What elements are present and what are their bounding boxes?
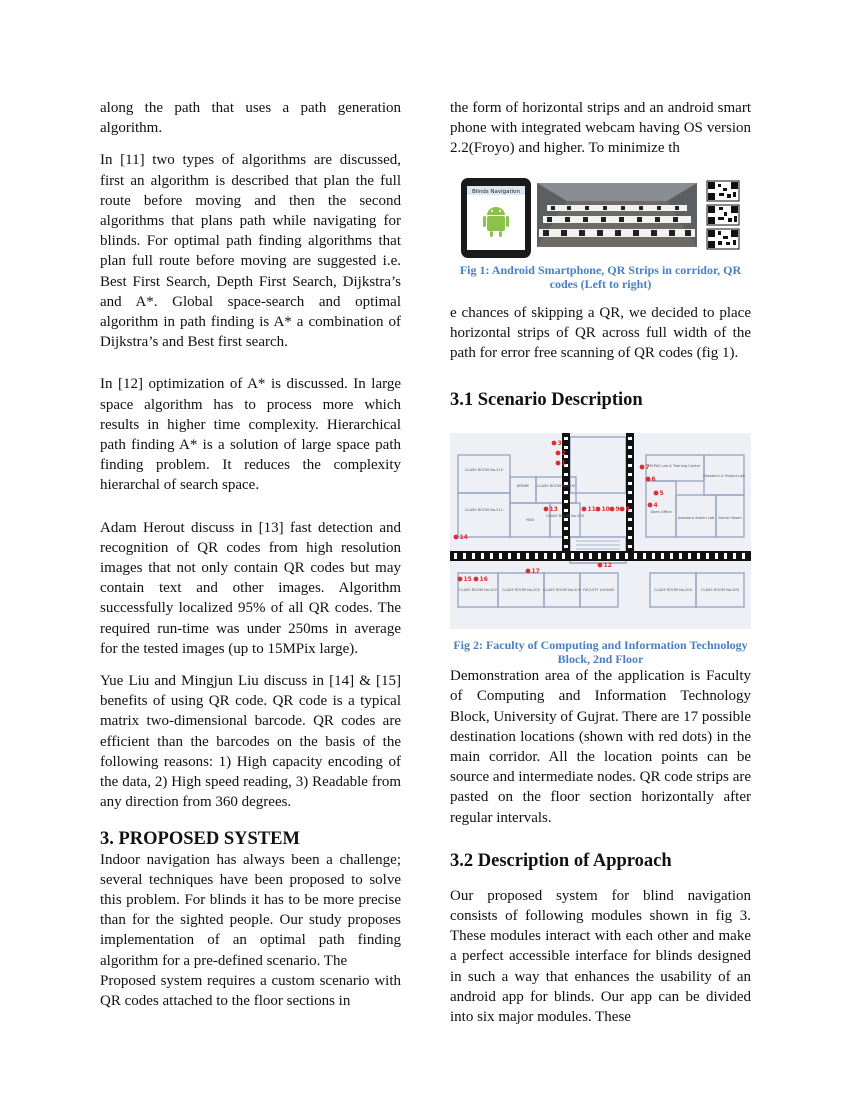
qr-strip	[564, 518, 568, 521]
destination-node-dot	[582, 507, 587, 512]
section-3-2-heading: 3.2 Description of Approach	[450, 850, 672, 871]
smartphone-image	[460, 177, 532, 259]
label-research-lab: Research & Project Lab	[703, 474, 745, 479]
qr-strip	[499, 553, 502, 559]
paragraph-proposed-system: Proposed system requires a custom scenario with QR codes attached to the floor sections in	[100, 972, 401, 1009]
destination-node-label: 8	[625, 506, 630, 514]
qr-strip	[564, 473, 568, 476]
qr-strip	[679, 553, 682, 559]
phone-app-title: Blinds Navigation	[471, 188, 521, 195]
label-room-205b: CLASS ROOM No.205	[701, 588, 739, 593]
qr-strip	[526, 553, 529, 559]
corridor-qr-strips-photo	[537, 183, 697, 247]
label-room-207: CLASS ROOM No.207	[459, 588, 497, 593]
destination-node-label: 10	[601, 506, 610, 514]
qr-strip	[733, 553, 736, 559]
qr-strip	[472, 553, 475, 559]
qr-strip	[544, 553, 547, 559]
paragraph-horizontal-strips: the form of horizontal strips and an android smart phone with integrated webcam having OS version 2.2(Froyo) and higher. To minimize th	[450, 100, 751, 157]
qr-strip	[481, 553, 484, 559]
destination-node-label: 1	[561, 460, 566, 468]
destination-node-label: 14	[459, 534, 468, 542]
qr-strip	[628, 500, 632, 503]
destination-node-dot	[610, 507, 615, 512]
qr-strip	[628, 455, 632, 458]
qr-strip	[706, 553, 709, 559]
destination-node-dot	[648, 503, 653, 508]
paragraph-ref-13: Adam Herout discuss in [13] fast detection and recognition of QR codes from high resolution images that not only contain QR codes but may contain text and other images. Algorithm successfully localized 95% of all QR codes. The required run-time was under 250ms in average for the tested images (up to 15MPix large).	[100, 519, 401, 657]
qr-strip	[715, 553, 718, 559]
qr-strip	[571, 553, 574, 559]
qr-strip	[564, 527, 568, 530]
paragraph-approach: Our proposed system for blind navigation consists of following modules shown in fig 3. These modules interact with each other and make a perfect accessible interface for blinds designed in such a way that enhances the usability of an android app for blinds. Our app can be divided into six major modules. These	[450, 887, 751, 1026]
paragraph-ref-14-15: Yue Liu and Mingjun Liu discuss in [14] & [15] benefits of using QR code. QR code is a typical matrix two-dimensional barcode. QR codes are efficient than the barcodes on the basis of the following reasons: 1) High capacity encoding of the data, 2) High speed reading, 3) Readable from any direction from 360 degrees.	[100, 673, 401, 811]
qr-strip	[742, 553, 745, 559]
label-faculty-lounge: FACULTY LOUNGE	[583, 588, 615, 593]
destination-node-label: 17	[531, 568, 540, 576]
destination-node-dot	[454, 535, 459, 540]
qr-strip	[628, 518, 632, 521]
qr-strip	[562, 553, 565, 559]
destination-node-label: 2	[561, 450, 566, 458]
destination-node-label: 3	[557, 440, 562, 448]
qr-strip	[661, 553, 664, 559]
label-server-room: Server Room	[718, 516, 742, 521]
destination-node-dot	[596, 507, 601, 512]
qr-strip	[589, 553, 592, 559]
figure-2-caption: Fig 2: Faculty of Computing and Information Technology Block, 2nd Floor	[453, 638, 748, 667]
qr-strip	[628, 482, 632, 485]
figure-1	[450, 177, 751, 259]
qr-strip	[628, 473, 632, 476]
label-hod: HOD	[525, 518, 535, 523]
qr-codes-image	[705, 179, 741, 251]
label-room-203: CLASS ROOM No.203	[543, 588, 581, 593]
qr-strip	[652, 553, 655, 559]
destination-node-dot	[526, 569, 531, 574]
destination-node-label: 5	[659, 490, 664, 498]
paragraph-skipping-qr: e chances of skipping a QR, we decided to place horizontal strips of QR across full width of the path for error free scanning of QR codes (fig 1).	[450, 304, 751, 362]
destination-node-dot	[544, 507, 549, 512]
qr-strip	[463, 553, 466, 559]
destination-node-dot	[474, 577, 479, 582]
label-room-210: CLASS ROOM No.210	[465, 468, 503, 473]
section-3-1-heading: 3.1 Scenario Description	[450, 390, 643, 411]
floor-plan-map	[450, 433, 751, 629]
qr-strip	[517, 553, 520, 559]
destination-node-dot	[458, 577, 463, 582]
paragraph-ref-12: In [12] optimization of A* is discussed. In large space algorithm has to process more which results in higher time complexity. Hierarchical path finding A* is a solution of large space path finding problem. It reduces the complexity hierarchal of search space.	[100, 376, 401, 494]
qr-strip	[628, 536, 632, 539]
destination-node-label: 16	[479, 576, 488, 584]
qr-strip	[625, 553, 628, 559]
destination-node-label: 11	[587, 506, 596, 514]
destination-node-label: 6	[651, 476, 656, 484]
label-room-202: CLASS ROOM No.202	[502, 588, 540, 593]
destination-node-dot	[556, 461, 561, 466]
qr-strip	[564, 536, 568, 539]
qr-strip	[553, 553, 556, 559]
destination-node-label: 12	[603, 562, 612, 570]
destination-node-dot	[552, 441, 557, 446]
qr-strip	[628, 545, 632, 548]
qr-strip	[580, 553, 583, 559]
qr-strip	[535, 553, 538, 559]
qr-strip	[724, 553, 727, 559]
qr-strip	[564, 491, 568, 494]
qr-strip	[616, 553, 619, 559]
qr-strip	[564, 545, 568, 548]
label-drdre: DRDRE	[516, 484, 530, 489]
label-room-204: CLASS ROOM No.204	[654, 588, 692, 593]
left-column	[100, 98, 401, 1011]
destination-node-dot	[556, 451, 561, 456]
qr-strip	[688, 553, 691, 559]
paragraph-path-algorithm: along the path that uses a path generation algorithm.	[100, 100, 401, 137]
figure-1-caption: Fig 1: Android Smartphone, QR Strips in corridor, QR codes (Left to right)	[459, 262, 742, 291]
destination-node-label: 7	[645, 464, 650, 472]
label-mphil-lab: M.Phil Lab & Training Center	[649, 464, 701, 469]
paragraph-ref-11: In [11] two types of algorithms are discussed, first an algorithm is described that plan the full route before moving and then the second algorithms that plans path while navigating for blinds. For optimal path finding algorithms that plan full route before moving are suggested i.e. Best First Search, Depth First Search, Dijkstra’s and A*. Global space-search and optimal algorithm in path finding is A* a combination of Dijkstra’s and Best first search.	[100, 152, 401, 351]
qr-strip	[670, 553, 673, 559]
label-room-211: CLASS ROOM No.211	[465, 508, 503, 513]
qr-strip	[628, 527, 632, 530]
destination-node-dot	[646, 477, 651, 482]
destination-node-dot	[654, 491, 659, 496]
qr-strip	[697, 553, 700, 559]
qr-strip	[607, 553, 610, 559]
qr-strip	[628, 437, 632, 440]
paragraph-indoor-navigation: Indoor navigation has always been a challenge; several techniques have been proposed to solve this problem. For blinds it has to be more precise than for the sighted people. Our study proposes implementation of an optimal path finding algorithm for a pre-defined scenario. The	[100, 851, 401, 969]
qr-strip	[628, 464, 632, 467]
qr-strip	[628, 491, 632, 494]
destination-node-dot	[620, 507, 625, 512]
qr-strip	[598, 553, 601, 559]
destination-node-label: 4	[653, 502, 658, 510]
qr-strip	[508, 553, 511, 559]
right-column	[450, 98, 751, 1027]
qr-strip	[628, 446, 632, 449]
section-3-heading: 3. PROPOSED SYSTEM	[100, 828, 300, 849]
destination-node-dot	[640, 465, 645, 470]
qr-strip	[454, 553, 457, 559]
qr-strip	[643, 553, 646, 559]
figure-2	[450, 433, 751, 634]
qr-strip	[564, 500, 568, 503]
label-room-205: CLASS ROOM No.205	[546, 514, 584, 519]
destination-node-label: 15	[463, 576, 472, 584]
destination-node-label: 13	[549, 506, 558, 514]
qr-strip	[564, 509, 568, 512]
label-room-209: CLASS ROOM No.209	[537, 484, 575, 489]
qr-strip	[564, 437, 568, 440]
paragraph-demonstration-area: Demonstration area of the application is Faculty of Computing and Information Technology Block, University of Gujrat. There are 17 possible destination locations (shown with red dots) in the main corridor. All the location points can be source and intermediate nodes. QR code strips are pasted on the floor section horizontally after regular intervals.	[450, 668, 751, 826]
qr-strip	[490, 553, 493, 559]
label-dean-office: Dean Office	[650, 510, 672, 515]
destination-node-label: 9	[615, 506, 620, 514]
qr-strip	[564, 446, 568, 449]
label-assistant-admin: Assistant Admin Lab	[677, 516, 715, 521]
qr-strip	[634, 553, 637, 559]
destination-node-dot	[598, 563, 603, 568]
